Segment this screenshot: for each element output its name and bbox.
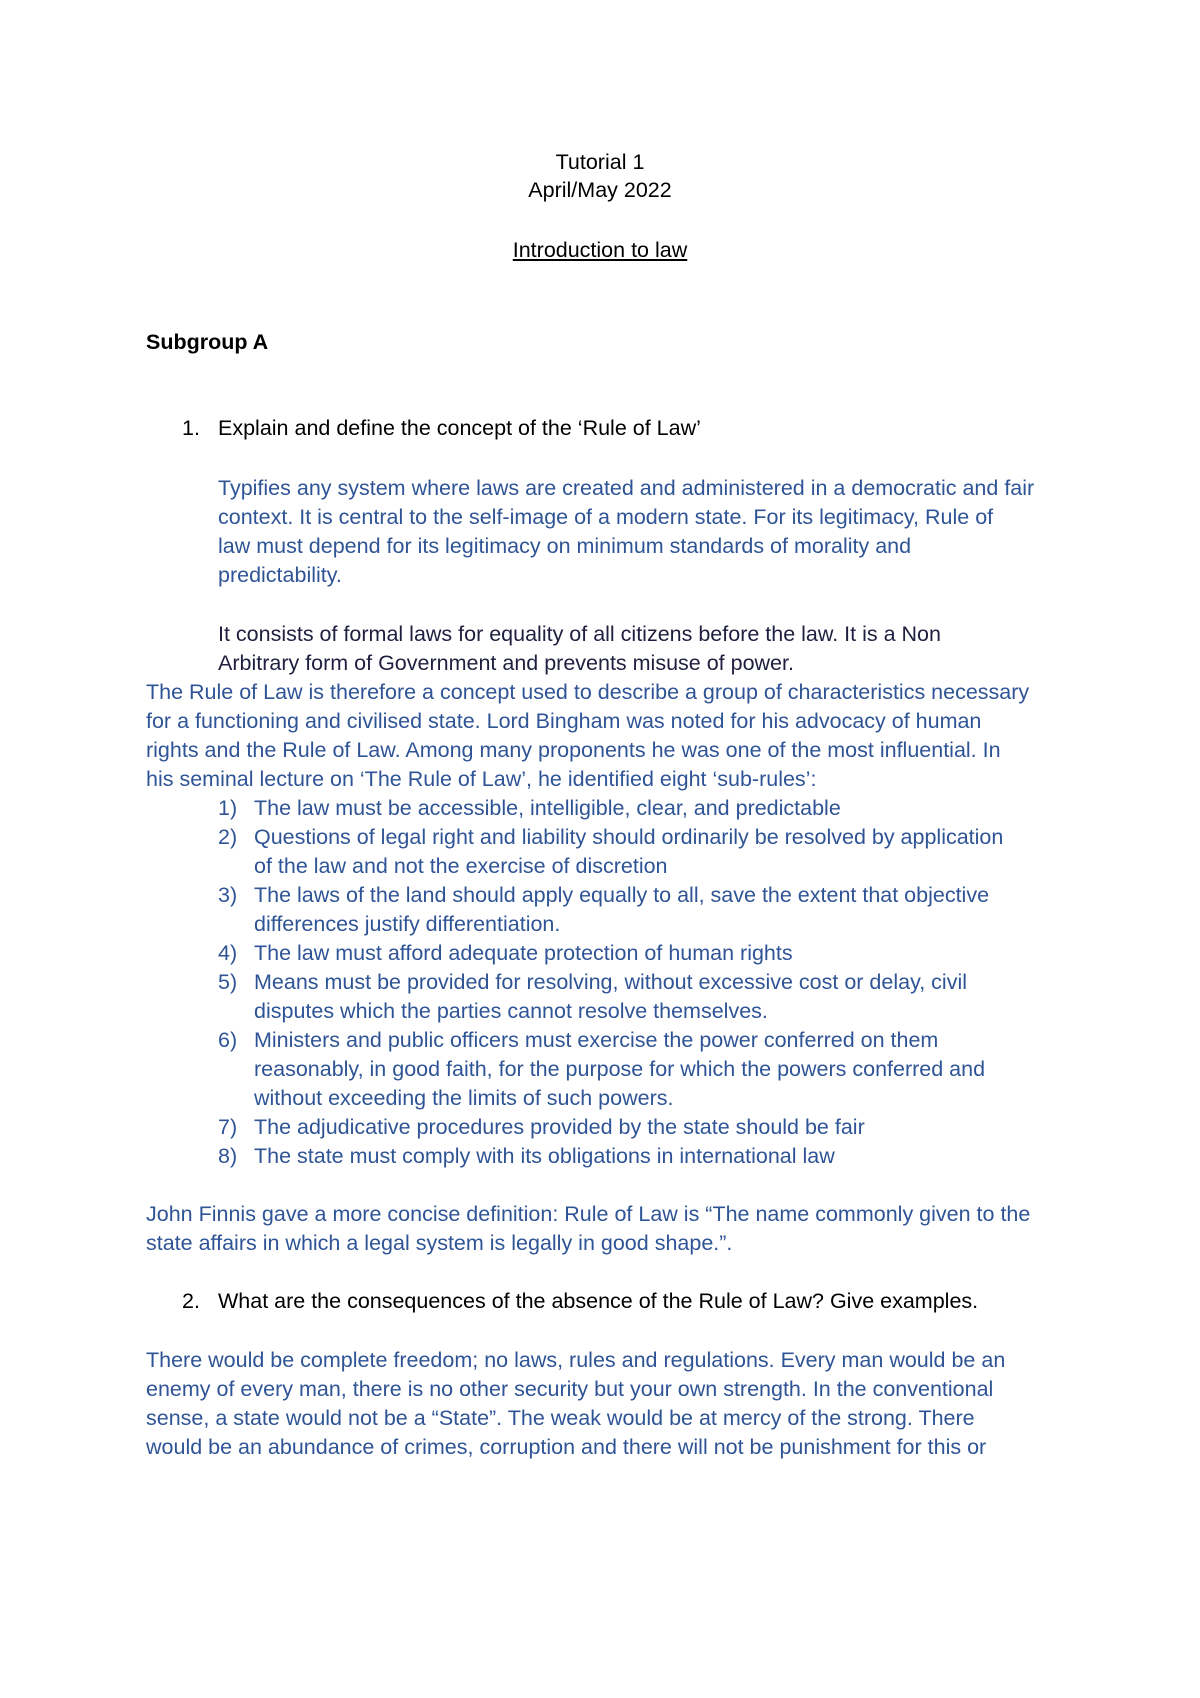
q1-para3-line: rights and the Rule of Law. Among many proponents he was one of the most influential. In	[146, 738, 1001, 762]
q1-para1-line: predictability.	[218, 563, 342, 587]
subgroup-heading: Subgroup A	[146, 330, 269, 354]
subrule-text: The adjudicative procedures provided by the state should be fair	[254, 1115, 865, 1139]
subrule-text: of the law and not the exercise of discretion	[254, 854, 668, 878]
finnis-line: state affairs in which a legal system is legally in good shape.”.	[146, 1231, 733, 1255]
subrule-number: 4)	[218, 941, 238, 965]
subrule-number: 1)	[218, 796, 238, 820]
subrule-text: differences justify differentiation.	[254, 912, 561, 936]
q2-answer-line: would be an abundance of crimes, corruption and there will not be punishment for this or	[146, 1435, 987, 1459]
question-2-number: 2.	[182, 1289, 200, 1313]
subrule-text: The law must afford adequate protection of human rights	[254, 941, 793, 965]
subrule-text: Means must be provided for resolving, without excessive cost or delay, civil	[254, 970, 967, 994]
subrule-number: 3)	[218, 883, 238, 907]
finnis-line: John Finnis gave a more concise definition: Rule of Law is “The name commonly given to the	[146, 1202, 1031, 1226]
subrule-text: reasonably, in good faith, for the purpose for which the powers conferred and	[254, 1057, 986, 1081]
subrule-text: The law must be accessible, intelligible, clear, and predictable	[254, 796, 841, 820]
q1-para3-line: for a functioning and civilised state. Lord Bingham was noted for his advocacy of human	[146, 709, 982, 733]
q2-answer-line: enemy of every man, there is no other security but your own strength. In the conventional	[146, 1377, 994, 1401]
q1-para1-line: Typifies any system where laws are created and administered in a democratic and fair	[218, 476, 1035, 500]
q1-para3-line: his seminal lecture on ‘The Rule of Law’, he identified eight ‘sub-rules’:	[146, 767, 817, 791]
subrule-number: 7)	[218, 1115, 238, 1139]
q1-para2-line: It consists of formal laws for equality of all citizens before the law. It is a Non	[218, 622, 941, 646]
q1-para1-line: context. It is central to the self-image of a modern state. For its legitimacy, Rule of	[218, 505, 994, 529]
subrule-text: The state must comply with its obligations in international law	[254, 1144, 835, 1168]
question-2-text: What are the consequences of the absence of the Rule of Law? Give examples.	[218, 1289, 979, 1313]
subrule-text: Ministers and public officers must exercise the power conferred on them	[254, 1028, 939, 1052]
q1-para2-line: Arbitrary form of Government and prevents misuse of power.	[218, 651, 794, 675]
subrule-number: 2)	[218, 825, 238, 849]
subrule-number: 8)	[218, 1144, 238, 1168]
subrule-number: 5)	[218, 970, 238, 994]
subject-heading: Introduction to law	[512, 238, 688, 262]
question-1-text: Explain and define the concept of the ‘Rule of Law’	[218, 416, 701, 440]
q2-answer-line: sense, a state would not be a “State”. The weak would be at mercy of the strong. There	[146, 1406, 975, 1430]
q2-answer-line: There would be complete freedom; no laws, rules and regulations. Every man would be an	[146, 1348, 1006, 1372]
tutorial-date: April/May 2022	[528, 178, 672, 202]
q1-para3-line: The Rule of Law is therefore a concept used to describe a group of characteristics necessary	[146, 680, 1030, 704]
subrule-text: Questions of legal right and liability should ordinarily be resolved by application	[254, 825, 1004, 849]
subrule-text: The laws of the land should apply equally to all, save the extent that objective	[254, 883, 990, 907]
subrule-number: 6)	[218, 1028, 238, 1052]
subrule-text: disputes which the parties cannot resolve themselves.	[254, 999, 768, 1023]
q1-para1-line: law must depend for its legitimacy on minimum standards of morality and	[218, 534, 912, 558]
question-1-number: 1.	[182, 416, 200, 440]
tutorial-title: Tutorial 1	[555, 150, 645, 174]
subrule-text: without exceeding the limits of such powers.	[254, 1086, 674, 1110]
